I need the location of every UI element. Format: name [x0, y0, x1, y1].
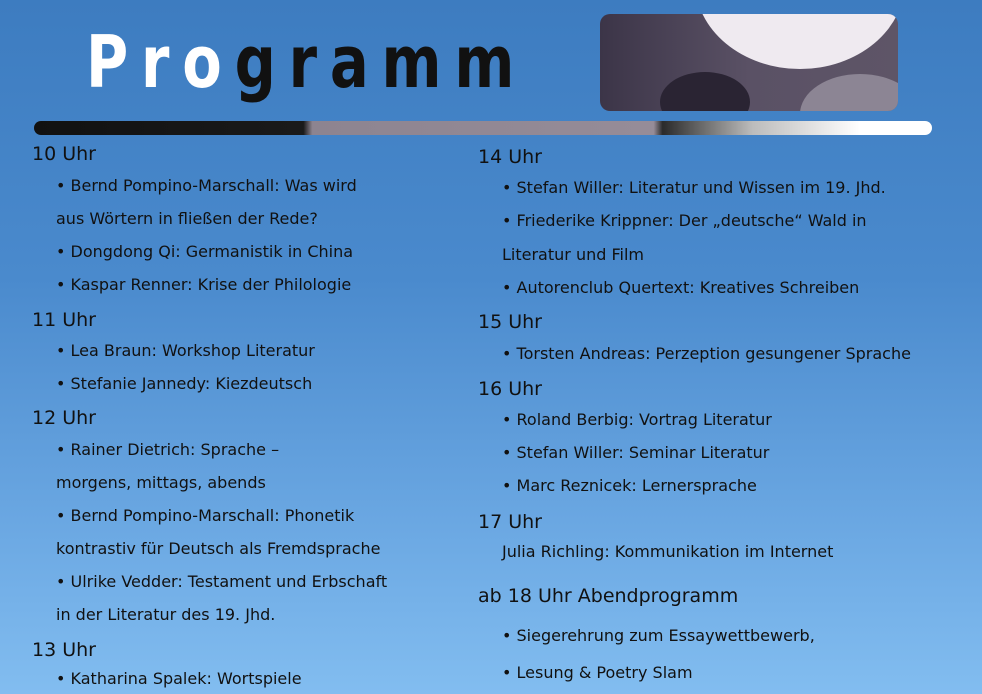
schedule-item-cont: in der Literatur des 19. Jhd.: [56, 605, 276, 624]
schedule-item: • Lesung & Poetry Slam: [502, 663, 693, 682]
schedule-item: • Bernd Pompino-Marschall: Was wird: [56, 176, 357, 195]
schedule-item: • Stefan Willer: Literatur und Wissen im 19. Jhd.: [502, 178, 886, 197]
brush-stroke-divider: [34, 121, 932, 135]
time-heading: 15 Uhr: [478, 311, 542, 333]
time-heading: 17 Uhr: [478, 511, 542, 533]
schedule-item: • Friederike Krippner: Der „deutsche“ Wald in: [502, 211, 867, 230]
time-heading: 16 Uhr: [478, 378, 542, 400]
schedule-item-cont: kontrastiv für Deutsch als Fremdsprache: [56, 539, 381, 558]
page-title: [86, 20, 528, 104]
schedule-item: • Bernd Pompino-Marschall: Phonetik: [56, 506, 355, 525]
schedule-item: • Kaspar Renner: Krise der Philologie: [56, 275, 352, 294]
time-heading: ab 18 Uhr Abendprogramm: [478, 585, 739, 607]
time-heading: 12 Uhr: [32, 407, 96, 429]
schedule-item-cont: aus Wörtern in fließen der Rede?: [56, 209, 318, 228]
schedule-item: • Siegerehrung zum Essaywettbewerb,: [502, 626, 815, 645]
schedule-item: • Ulrike Vedder: Testament und Erbschaft: [56, 572, 388, 591]
schedule-item: • Lea Braun: Workshop Literatur: [56, 341, 315, 360]
schedule-item: • Stefanie Jannedy: Kiezdeutsch: [56, 374, 313, 393]
schedule-item: Julia Richling: Kommunikation im Internet: [502, 542, 834, 561]
schedule-item-cont: morgens, mittags, abends: [56, 473, 266, 492]
time-heading: 11 Uhr: [32, 309, 96, 331]
schedule-item: • Roland Berbig: Vortrag Literatur: [502, 410, 772, 429]
schedule-item: • Stefan Willer: Seminar Literatur: [502, 443, 770, 462]
schedule-item: • Torsten Andreas: Perzeption gesungener Sprache: [502, 344, 911, 363]
time-heading: 13 Uhr: [32, 639, 96, 661]
title-part-white: Pro: [86, 20, 235, 104]
schedule-item: • Katharina Spalek: Wortspiele: [56, 669, 302, 688]
schedule-item-cont: Literatur und Film: [502, 245, 644, 264]
header-photo: [600, 14, 898, 111]
schedule-item: • Rainer Dietrich: Sprache –: [56, 440, 280, 459]
time-heading: 10 Uhr: [32, 143, 96, 165]
schedule-item: • Marc Reznicek: Lernersprache: [502, 476, 757, 495]
title-part-black: gramm: [234, 20, 528, 104]
time-heading: 14 Uhr: [478, 146, 542, 168]
schedule-item: • Autorenclub Quertext: Kreatives Schreiben: [502, 278, 860, 297]
schedule-item: • Dongdong Qi: Germanistik in China: [56, 242, 354, 261]
